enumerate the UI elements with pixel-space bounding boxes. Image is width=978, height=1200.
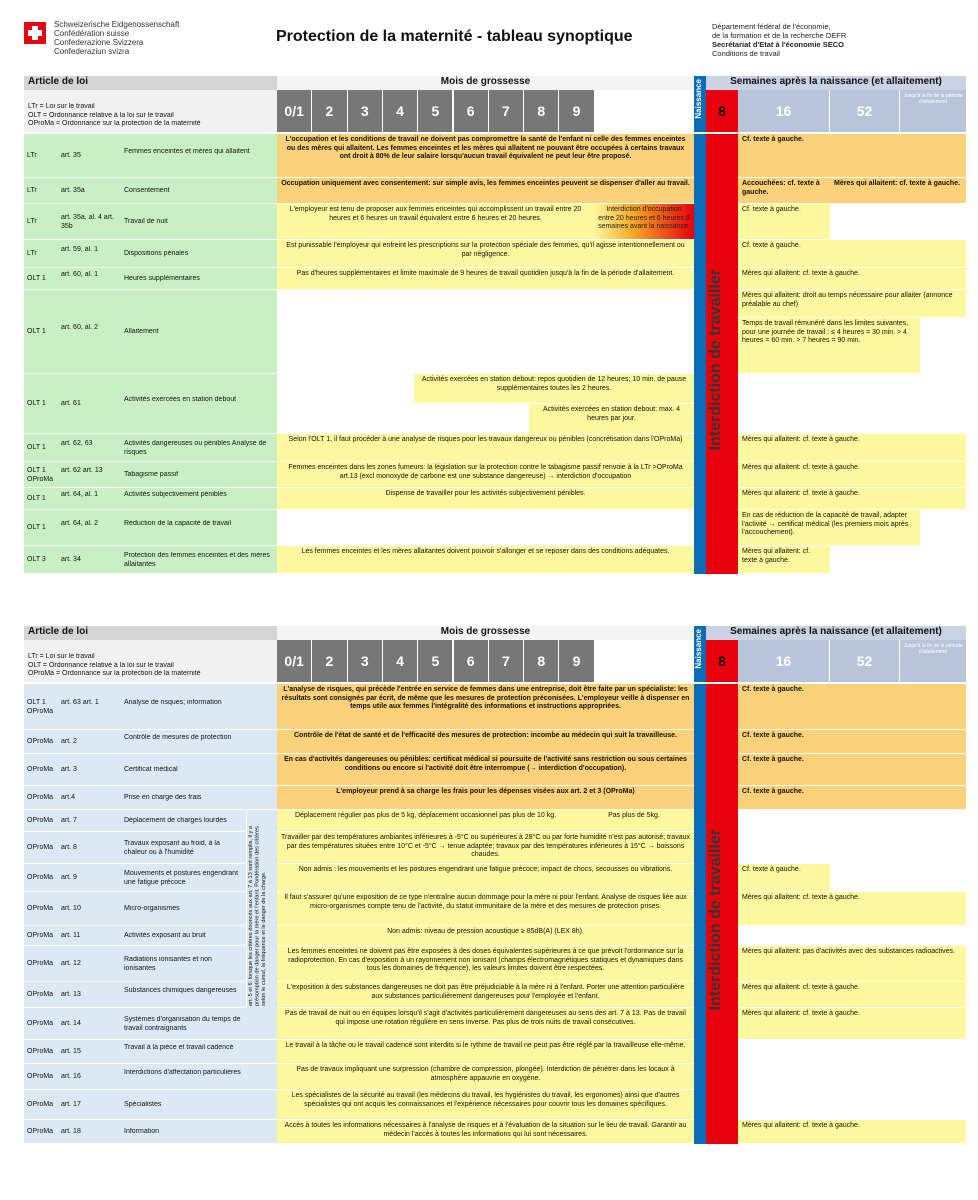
article-number: art. 3 (61, 766, 77, 773)
postpartum-rule (738, 832, 966, 864)
pregnancy-rule: En cas d'activités dangereuses ou pénibles: certificat médical si poursuite de l'activité sans restriction ou sous certaines conditions ou encore si l'activité doit être interrompue (→ interdiction d'occupation). (277, 754, 694, 786)
law-ref: OProMa (27, 766, 54, 773)
postpartum-rule: Cf. texte à gauche. (738, 730, 966, 754)
legend (24, 640, 277, 682)
postpartum-rule: Cf. texte à gauche. (738, 240, 966, 268)
weeks-end-label: Jusqu'à la fin de la période d'allaitement (900, 90, 966, 132)
pregnancy-rule: L'occupation et les conditions de travail ne doivent pas compromettre la santé de l'enfant ni celle des femmes enceintes ou des mères qui allaitent. Les femmes enceintes et les mères qui allaitent ne pouvant être occupées à certains travaux ont droit à 80% de leur salaire lorsqu'aucun travail équivalent ne peut leur être proposé. (277, 134, 694, 178)
naissance-label: Naissance (694, 79, 703, 119)
postpartum-rule: Cf. texte à gauche. (738, 204, 830, 240)
month-5: 6 (454, 90, 489, 132)
law-ref: OLT 1 (27, 275, 46, 282)
article-topic: Activités exposant au bruit (124, 932, 206, 939)
article-topic: Spécialistes (124, 1101, 162, 1108)
postpartum-rule (920, 510, 966, 546)
pregnancy-rule: Il faut s'assurer qu'une exposition de ce type n'entraîne aucun dommage pour la mère ni pour l'enfant. Analyse de risques liée aux micro-organismes compte tenu de l'activité, du statut immunitaire de la mère et des mesures de protection prises. (277, 892, 694, 926)
month-3: 4 (383, 90, 418, 132)
postpartum-rule: En cas de réduction de la capacité de travail, adapter l'activité → certificat médical (les premiers mois après l'accouchement). (738, 510, 920, 546)
pregnancy-rule: Est punissable l'employeur qui enfreint les prescriptions sur la protection spéciale des femmes, qu'il agisse intentionnellement ou par négligence. (277, 240, 694, 268)
pregnancy-rule: Non admis : les mouvements et les postures engendrant une fatigue précoce; impact de chocs, secousses ou vibrations. (277, 864, 694, 892)
legend-line: OLT = Ordonnance relative à la loi sur le travail (28, 661, 174, 669)
article-topic: Travail de nuit (124, 218, 168, 225)
week-52: 52 (830, 90, 900, 132)
postpartum-rule: Mères qui allaitent: cf. texte à gauche. (738, 268, 966, 290)
article-topic: Déplacement de charges lourdes (124, 817, 227, 824)
postpartum-rule (738, 1090, 966, 1120)
article-number: art. 62, 63 (61, 440, 93, 447)
postpartum-rule (738, 810, 966, 832)
law-ref: LTr (27, 218, 37, 225)
article-topic: Heures supplémentaires (124, 275, 200, 282)
article-number: art. 61 (61, 400, 81, 407)
article-number: art. 64, al. 1 (61, 491, 98, 498)
article-topic: Interdictions d'affectation particulières (124, 1069, 241, 1076)
pregnancy-rule: L'employeur est tenu de proposer aux femmes enceintes qui accomplissent un travail entre 20 heures et 6 heures un travail équivalent entre 6 heures et 20 heures. (277, 204, 594, 240)
article-topic: Mouvements et postures engendrant une fatigue précoce (124, 870, 239, 886)
month-6: 7 (489, 90, 524, 132)
postpartum-rule (738, 1064, 966, 1090)
law-ref: OProMa (27, 991, 54, 998)
article-number: art. 17 (61, 1101, 81, 1108)
legend (24, 90, 277, 132)
weeks-header: Semaines après la naissance (et allaitement) (706, 626, 966, 640)
article-topic: Substances chimiques dangereuses (124, 987, 237, 994)
article-header: Article de loi (24, 76, 277, 90)
interdiction-label: Interdiction de travailler (707, 829, 724, 1011)
article-topic: Micro-organismes (124, 905, 180, 912)
legend-line: OProMa = Ordonnance sur la protection de la maternité (28, 670, 201, 677)
postpartum-rule: Mères qui allaitent: pas d'activités avec des substances radioactives. (738, 946, 966, 982)
article-number: art. 13 (61, 991, 81, 998)
article-number: art. 63 art. 1 (61, 699, 99, 706)
confederation-names: Schweizerische Eidgenossenschaft Confédération suisse Confederazione Svizzera Confederaziun svizra (54, 20, 180, 56)
article-number: art. 14 (61, 1020, 81, 1027)
month-3: 4 (383, 640, 418, 682)
postpartum-rule: Mères qui allaitent: cf. texte à gauche. (738, 434, 966, 462)
law-ref: OLT 3 (27, 556, 46, 563)
postpartum-rule: Mères qui allaitent: cf. texte à gauche. (738, 982, 966, 1008)
pregnancy-rule: Pas d'heures supplémentaires et limite maximale de 9 heures de travail quotidien jusqu'à la fin de la période d'allaitement. (277, 268, 694, 290)
weeks-header: Semaines après la naissance (et allaitement) (706, 76, 966, 90)
pregnancy-rule: Travailler par des températures ambiantes inférieures à -5°C ou supérieures à 28°C ou par forte humidité n'est pas autorisé; travaux par des températures situées entre 10°C et -5°C → tenue adaptée; travaux par des températures inférieures à 15°C → boissons chaudes. (277, 832, 694, 864)
article-topic: Information (124, 1128, 160, 1135)
postpartum-rule: Cf. texte à gauche. (738, 864, 830, 892)
pregnancy-rule: Activités exercées en station debout: repos quotidien de 12 heures; 10 min. de pause supplémentaires toutes les 2 heures. (414, 374, 694, 404)
month-4: 5 (418, 640, 453, 682)
naissance-header (694, 626, 706, 682)
law-ref: OLT 1 (27, 524, 46, 531)
law-ref: OLT 1 OProMa (27, 699, 54, 715)
pregnancy-rule: Déplacement régulier pas plus de 5 kg, déplacement occasionnel pas plus de 10 kg. (277, 810, 574, 832)
pregnancy-rule: Interdiction d'occupation entre 20 heures et 6 heures 8 semaines avant la naissance. (594, 204, 694, 240)
article-number: art. 2 (61, 738, 77, 745)
article-topic: Activités dangereuses ou pénibles Analyse de risques (124, 440, 267, 456)
law-ref: OLT 1 (27, 400, 46, 407)
month-5: 6 (454, 640, 489, 682)
naissance-bar (694, 134, 706, 574)
pregnancy-rule: Accès à toutes les informations nécessaires à l'analyse de risques et à l'évaluation de la situation sur le lieu de travail. Garantir au médecin l'accès à toutes les informations qui lui sont nécessaires. (277, 1120, 694, 1144)
pregnancy-rule: Dispense de travailler pour les activités subjectivement pénibles. (277, 488, 694, 510)
postpartum-rule (830, 864, 966, 892)
law-ref: LTr (27, 152, 37, 159)
postpartum-rule: Mères qui allaitent: cf. texte à gauche. (738, 892, 966, 926)
month-8: 9 (559, 90, 594, 132)
article-number: art. 10 (61, 905, 81, 912)
month-4: 5 (418, 90, 453, 132)
month-2: 3 (348, 90, 383, 132)
postpartum-rule: Cf. texte à gauche. (738, 684, 966, 730)
pregnancy-rule (277, 290, 694, 374)
pregnancy-rule: Selon l'OLT 1, il faut procéder à une analyse de risques pour les travaux dangereux ou pénibles (concrétisation dans l'OProMa) (277, 434, 694, 462)
law-ref: OProMa (27, 738, 54, 745)
interdiction-bar (706, 134, 738, 574)
law-ref: OProMa (27, 817, 54, 824)
law-ref: OProMa (27, 932, 54, 939)
pregnancy-rule: L'exposition à des substances dangereuses ne doit pas être préjudiciable à la mère ni à l'enfant. Porter une attention particulière aux substances particulièrement dangereuses pour l'employée et l'enfant. (277, 982, 694, 1008)
postpartum-rule: Accouchées: cf. texte à gauche. (738, 178, 830, 204)
weeks-end-label: Jusqu'à la fin de la période d'allaitement (900, 640, 966, 682)
law-ref: OLT 1 OProMa (27, 467, 54, 483)
article-topic: Protection des femmes enceintes et des mères allaitantes (124, 552, 270, 568)
criteria-side-note (246, 810, 277, 1008)
article-header: Article de loi (24, 626, 277, 640)
pregnancy-rule (277, 374, 414, 404)
legend-line: LTr = Loi sur le travail (28, 653, 95, 660)
article-number: art. 35a, al. 4 art. 35b (61, 214, 114, 230)
article-topic: Travail à la pièce et travail cadencé (124, 1044, 234, 1051)
pregnancy-rule: Les femmes enceintes ne doivent pas être exposées à des doses équivalentes supérieures à ce que prévoit l'ordonnance sur la radioprotection. En cas d'exposition à un rayonnement non ionisant (champs électromagnétiques statiques et dynamiques dans tous les domaines de fréquence), les valeurs limites doivent être respectées. (277, 946, 694, 982)
postpartum-rule: Cf. texte à gauche. (738, 786, 966, 810)
law-ref: OLT 1 (27, 495, 46, 502)
pregnancy-rule: Contrôle de l'état de santé et de l'efficacité des mesures de protection: incombe au médecin qui suit la travailleuse. (277, 730, 694, 754)
postpartum-rule (920, 318, 966, 374)
pregnancy-rule (277, 404, 529, 434)
synoptic-table-1 (24, 76, 966, 601)
postpartum-rule: Mères qui allaitent: cf. texte à gauche. (738, 1120, 966, 1144)
naissance-header (694, 76, 706, 132)
pregnancy-rule: L'analyse de risques, qui précède l'entrée en service de femmes dans une entreprise, doit être faite par un spécialiste: les résultats sont consignés par écrit, de même que les mesures de protection préconisées. L'employeur veille à dispenser en temps utile aux femmes l'intégralité des informations et instructions appropriées. (277, 684, 694, 730)
article-topic: Certificat médical (124, 766, 178, 773)
naissance-label: Naissance (694, 629, 703, 669)
pregnancy-rule: Activités exercées en station debout: max. 4 heures par jour. (529, 404, 694, 434)
article-number: art. 15 (61, 1048, 81, 1055)
interdiction-bar (706, 684, 738, 1144)
article-topic: Analyse de risques; information (124, 699, 222, 706)
pregnancy-rule: Les spécialistes de la sécurité au travail (les médecins du travail, les hygiénistes du travail, les ergonomes) ainsi que d'autres spécialistes qui ont acquis les connaissances et l'expérience nécessaires pour couvrir tous les domaines spécifiques. (277, 1090, 694, 1120)
postpartum-rule: Mères qui allaitent: cf. texte à gauche. (738, 1008, 966, 1040)
pregnancy-rule: Les femmes enceintes et les mères allaitantes doivent pouvoir s'allonger et se reposer dans des conditions adéquates. (277, 546, 694, 574)
law-ref: LTr (27, 250, 37, 257)
postpartum-rule: Mères qui allaitent: cf. texte à gauche. (738, 488, 966, 510)
department-info: Département fédéral de l'économie, de la formation et de la recherche DEFR Secrétariat d'Etat à l'économie SECO Conditions de travail (712, 22, 847, 58)
law-ref: OLT 1 (27, 444, 46, 451)
month-0: 0/1 (277, 90, 312, 132)
article-topic: Contrôle de mesures de protection (124, 734, 232, 741)
week-16: 16 (738, 90, 830, 132)
month-1: 2 (312, 640, 347, 682)
interdiction-label: Interdiction de travailler (707, 269, 724, 451)
article-number: art. 7 (61, 817, 77, 824)
postpartum-rule: Cf. texte à gauche. (738, 754, 966, 786)
article-number: art. 60, al. 2 (61, 324, 98, 331)
synoptic-table-2 (24, 626, 966, 1166)
article-topic: Travaux exposant au froid, à la chaleur ou à l'humidité (124, 840, 220, 856)
postpartum-rule: Mères qui allaitent: cf. texte à gauche. (738, 462, 966, 488)
article-number: art. 62 art. 13 (61, 467, 103, 474)
law-ref: OProMa (27, 1048, 54, 1055)
postpartum-rule: Temps de travail rémunéré dans les limites suivantes, pour une journée de travail : ≤ 4 heures = 30 min. > 4 heures = 60 min. > 7 heures = 90 min. (738, 318, 920, 374)
month-8: 9 (559, 640, 594, 682)
article-topic: Allaitement (124, 328, 159, 335)
article-number: art. 59, al. 1 (61, 246, 98, 253)
article-topic: Consentement (124, 187, 170, 194)
pregnancy-rule: Le travail à la tâche ou le travail cadencé sont interdits si le rythme de travail ne peut pas être réglé par la travailleuse elle-même. (277, 1040, 694, 1064)
pregnancy-rule: Pas de travaux impliquant une surpression (chambre de compression, plongée). Interdiction de pénétrer dans les locaux à atmosphère appauvrie en oxygène. (277, 1064, 694, 1090)
law-ref: OProMa (27, 1128, 54, 1135)
week-16: 16 (738, 640, 830, 682)
article-topic: Dispositions pénales (124, 250, 189, 257)
article-topic: Prise en charge des frais (124, 794, 202, 801)
postpartum-rule: Mères qui allaitent: cf. texte à gauche. (738, 546, 830, 574)
pregnancy-rule: Pas de travail de nuit ou en équipes lorsqu'il s'agit d'activités particulièrement dangereuses au sens des art. 7 à 13. Pas de travail qui impose une rotation régulière en sens inverse. Pas plus de trois nuits de travail consécutives. (277, 1008, 694, 1040)
naissance-bar (694, 684, 706, 1144)
month-0: 0/1 (277, 640, 312, 682)
page-header (0, 0, 978, 70)
law-ref: OProMa (27, 905, 54, 912)
page-title: Protection de la maternité - tableau synoptique (276, 28, 633, 45)
swiss-cross-icon (24, 22, 46, 44)
article-number: art. 8 (61, 844, 77, 851)
law-ref: OProMa (27, 960, 54, 967)
pregnancy-rule (277, 510, 694, 546)
legend-line: OLT = Ordonnance relative à la loi sur le travail (28, 111, 174, 119)
legend-line: OProMa = Ordonnance sur la protection de la maternité (28, 120, 201, 127)
postpartum-rule: Cf. texte à gauche. (738, 134, 966, 178)
month-6: 7 (489, 640, 524, 682)
article-number: art. 16 (61, 1073, 81, 1080)
side-note-text: art. 5 et 6: lorsque les critères énoncés aux art. 7 à 13 sont remplis, il y a présomption de danger pour la mère et l'enfant. Pondération des critères selon le cumul, la fréquence et le danger de la charge. (248, 825, 267, 1006)
article-topic: Tabagisme passif (124, 471, 179, 478)
law-ref: OProMa (27, 1020, 54, 1027)
article-topic: Femmes enceintes et mères qui allaitent (124, 148, 250, 155)
postpartum-rule (738, 374, 966, 434)
week-8: 8 (706, 90, 738, 132)
article-number: art. 60, al. 1 (61, 271, 98, 278)
month-1: 2 (312, 90, 347, 132)
law-ref: OProMa (27, 874, 54, 881)
article-number: art. 18 (61, 1128, 81, 1135)
postpartum-rule (738, 1040, 966, 1064)
law-ref: OProMa (27, 1073, 54, 1080)
month-7: 8 (524, 90, 559, 132)
article-number: art.4 (61, 794, 76, 801)
postpartum-rule (738, 926, 966, 946)
article-topic: Activités subjectivement pénibles (124, 491, 227, 498)
month-7: 8 (524, 640, 559, 682)
article-number: art. 35 (61, 152, 81, 159)
pregnancy-rule: Non admis: niveau de pression acoustique ≥ 85dB(A) (LEX 8h). (277, 926, 694, 946)
postpartum-rule (830, 546, 966, 574)
postpartum-rule: Mères qui allaitent: cf. texte à gauche. (830, 178, 966, 204)
postpartum-rule (830, 204, 966, 240)
months-header: Mois de grossesse (277, 626, 694, 640)
law-ref: OProMa (27, 794, 54, 801)
law-ref: OLT 1 (27, 328, 46, 335)
article-topic: Radiations ionisantes et non ionisantes (124, 956, 212, 972)
pregnancy-rule: Pas plus de 5kg. (574, 810, 694, 832)
article-number: art. 34 (61, 556, 81, 563)
article-topic: Réduction de la capacité de travail (124, 520, 232, 527)
legend-line: LTr = Loi sur le travail (28, 103, 95, 110)
article-number: art. 12 (61, 960, 81, 967)
article-number: art. 35a (61, 187, 85, 194)
week-8: 8 (706, 640, 738, 682)
law-ref: OProMa (27, 1101, 54, 1108)
article-topic: Systèmes d'organisation du temps de travail contraignants (124, 1016, 241, 1032)
pregnancy-rule: Femmes enceintes dans les zones fumeurs: la législation sur la protection contre le tabagisme passif renvoie à la LTr >OProMa art.13 (excl monoxyde de carbone est une substance dangereuse) → interdiction d'occupation (277, 462, 694, 488)
article-number: art. 64, al. 2 (61, 520, 98, 527)
article-topic: Activités exercées en station debout (124, 396, 237, 403)
postpartum-rule: Mères qui allaitent: droit au temps nécessaire pour allaiter (annonce préalable au chef) (738, 290, 966, 318)
law-ref: LTr (27, 187, 37, 194)
article-number: art. 11 (61, 932, 81, 939)
pregnancy-rule: Occupation uniquement avec consentement: sur simple avis, les femmes enceintes peuvent se dispenser d'aller au travail. (277, 178, 694, 204)
month-2: 3 (348, 640, 383, 682)
months-header: Mois de grossesse (277, 76, 694, 90)
week-52: 52 (830, 640, 900, 682)
pregnancy-rule: L'employeur prend à sa charge les frais pour les dépenses visées aux art. 2 et 3 (OProMa) (277, 786, 694, 810)
law-ref: OProMa (27, 844, 54, 851)
article-number: art. 9 (61, 874, 77, 881)
